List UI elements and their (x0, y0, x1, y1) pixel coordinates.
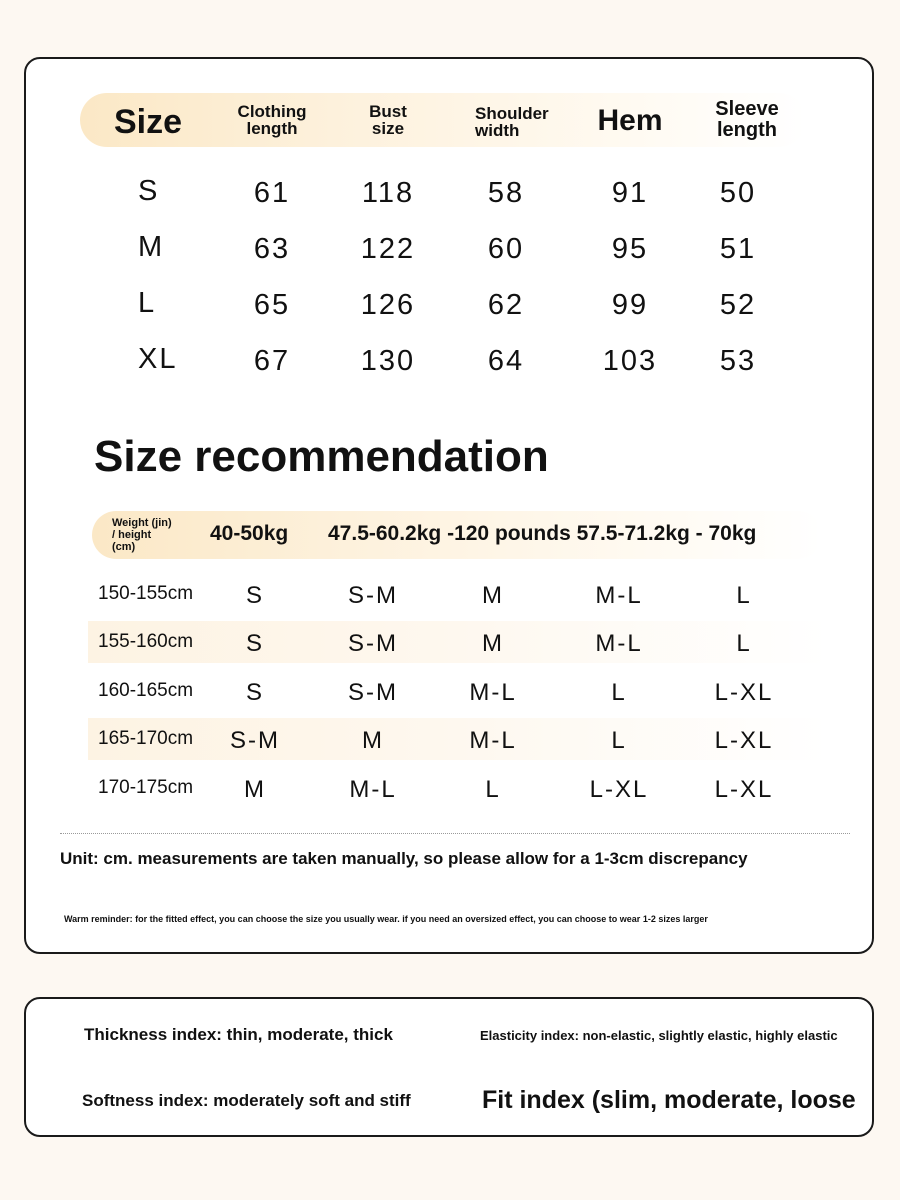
value-cell: 51 (719, 233, 757, 265)
rec-cell: M-L (469, 679, 517, 706)
value-cell: 60 (487, 233, 525, 265)
value-cell: 52 (719, 289, 757, 321)
elasticity-index: Elasticity index: non-elastic, slightly elastic, highly elastic (480, 1028, 838, 1043)
header-bust-size: Bust size (369, 102, 407, 138)
rec-cell: M-L (595, 582, 643, 609)
rec-cell: L (611, 679, 627, 706)
header-size: Size (114, 103, 183, 141)
rec-cell: M (362, 727, 384, 754)
rec-cell: L (485, 776, 501, 803)
softness-index: Softness index: moderately soft and stiff (82, 1091, 411, 1110)
fit-index: Fit index (slim, moderate, loose (482, 1086, 856, 1114)
rec-cell: S-M (348, 679, 398, 706)
fabric-index-card (24, 997, 874, 1137)
rec-cell: S (245, 582, 265, 609)
dotted-divider (60, 833, 850, 834)
rec-cell: M (482, 582, 504, 609)
value-cell: 95 (611, 233, 649, 265)
value-cell: 118 (361, 177, 415, 209)
value-cell: 58 (487, 177, 525, 209)
header-hem: Hem (597, 104, 663, 137)
value-cell: 61 (253, 177, 291, 209)
height-label: 165-170cm (98, 728, 194, 749)
size-chart-card (24, 57, 874, 954)
value-cell: 63 (253, 233, 291, 265)
warm-reminder: Warm reminder: for the fitted effect, you can choose the size you usually wear. if you need an oversized effect, you can choose to wear 1-2 sizes larger (64, 914, 708, 924)
rec-cell: L (736, 630, 752, 657)
rec-cell: S (245, 630, 265, 657)
rec-cell: L-XL (714, 679, 774, 706)
rec-cell: M-L (469, 727, 517, 754)
value-cell: 65 (253, 289, 291, 321)
unit-note: Unit: cm. measurements are taken manually, so please allow for a 1-3cm discrepancy (60, 849, 748, 868)
height-label: 160-165cm (98, 680, 194, 701)
thickness-index: Thickness index: thin, moderate, thick (84, 1025, 393, 1044)
value-cell: 62 (487, 289, 525, 321)
recommendation-axis-label: Weight (jin) / height (cm) (112, 517, 172, 553)
rec-cell: S-M (348, 582, 398, 609)
value-cell: 67 (253, 345, 291, 377)
size-cell: L (138, 287, 157, 319)
rec-cell: L-XL (714, 727, 774, 754)
size-cell: XL (138, 343, 178, 375)
rec-cell: L-XL (714, 776, 774, 803)
value-cell: 103 (602, 345, 658, 377)
rec-cell: L (736, 582, 752, 609)
height-label: 155-160cm (98, 631, 194, 652)
height-label: 150-155cm (98, 583, 194, 604)
rec-cell: M (482, 630, 504, 657)
header-sleeve-length: Sleeve length (715, 98, 779, 141)
rec-cell: M (244, 776, 266, 803)
value-cell: 130 (360, 345, 416, 377)
value-cell: 50 (719, 177, 757, 209)
value-cell: 64 (487, 345, 525, 377)
rec-cell: L (611, 727, 627, 754)
rec-cell: S-M (230, 727, 280, 754)
value-cell: 99 (611, 289, 649, 321)
size-cell: S (138, 175, 160, 207)
value-cell: 91 (611, 177, 649, 209)
value-cell: 122 (360, 233, 416, 265)
weight-range-header: 47.5-60.2kg -120 pounds 57.5-71.2kg - 70kg (328, 522, 757, 545)
value-cell: 53 (719, 345, 757, 377)
size-table-header-bar (80, 93, 806, 147)
header-clothing-length: Clothing length (237, 102, 307, 138)
weight-range-header: 40-50kg (210, 522, 289, 545)
header-shoulder-width: Shoulder width (475, 104, 549, 140)
rec-cell: L-XL (589, 776, 649, 803)
row-highlight-band (88, 621, 828, 663)
value-cell: 126 (360, 289, 416, 321)
rec-cell: M-L (349, 776, 397, 803)
height-label: 170-175cm (98, 777, 194, 798)
rec-cell: S-M (348, 630, 398, 657)
size-cell: M (138, 231, 165, 263)
rec-cell: M-L (595, 630, 643, 657)
section-title: Size recommendation (94, 432, 549, 481)
rec-cell: S (245, 679, 265, 706)
